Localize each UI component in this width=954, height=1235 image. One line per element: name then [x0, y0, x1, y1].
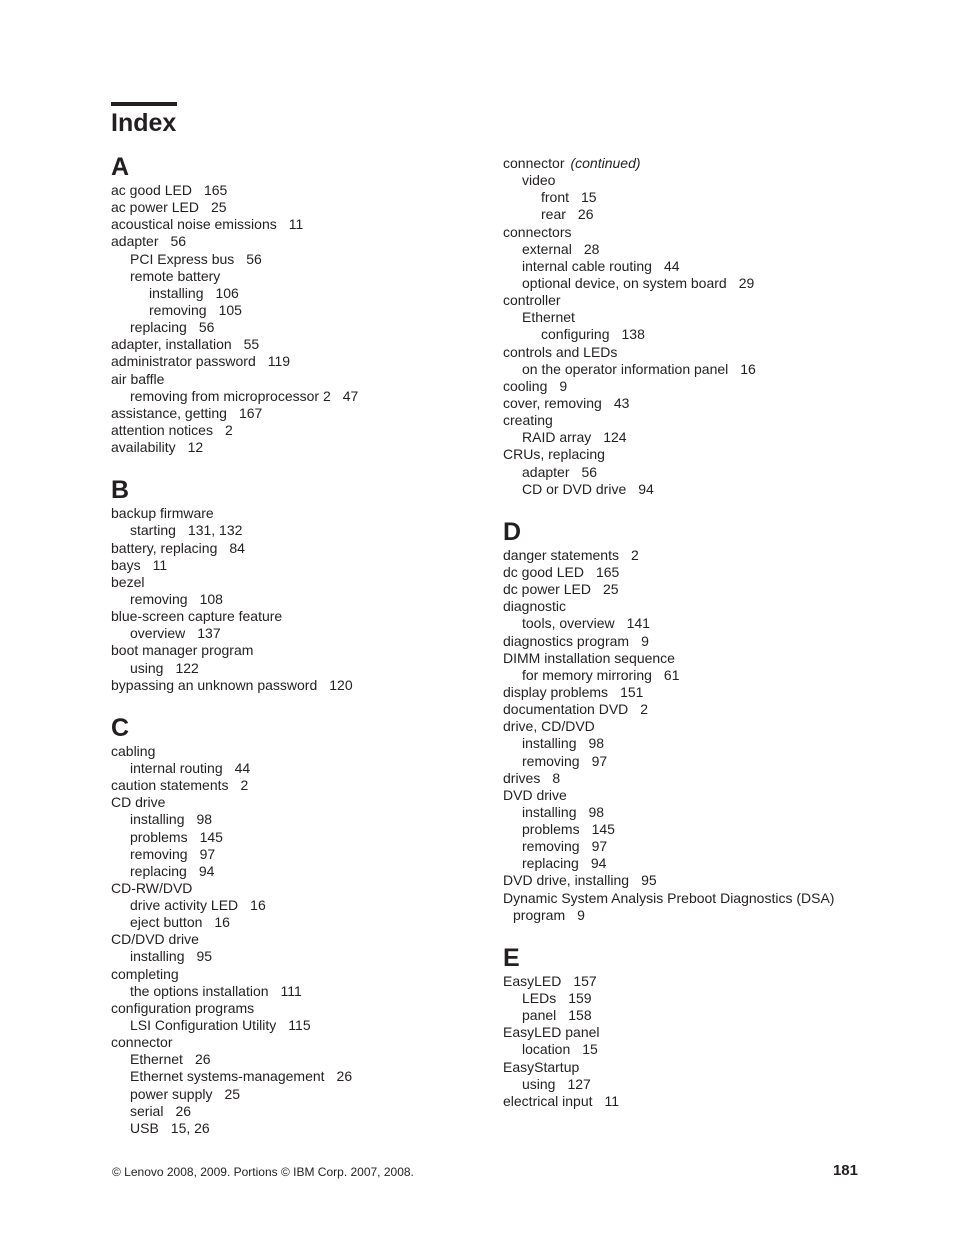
index-entry: [111, 642, 491, 659]
entry-pages: 106: [215, 284, 239, 301]
index-entry: [111, 811, 491, 828]
entry-pages: 94: [590, 855, 607, 872]
index-entry: [503, 1024, 883, 1041]
index-entry: [503, 684, 883, 701]
entry-pages: 94: [198, 862, 215, 879]
index-entry: [111, 439, 491, 456]
entry-pages: 165: [203, 182, 228, 198]
entry-pages: 2: [640, 701, 649, 718]
index-entry: [503, 481, 883, 498]
entry-term: on the operator information panel: [522, 360, 729, 377]
entry-term: starting: [130, 522, 176, 539]
entry-term: tools, overview: [522, 615, 615, 632]
entry-pages: 137: [197, 625, 221, 642]
entry-term: blue-screen capture feature: [111, 608, 283, 625]
entry-term: bezel: [111, 573, 145, 590]
index-entry: [111, 233, 491, 250]
entry-pages: 120: [329, 676, 353, 693]
index-entry: [111, 405, 491, 422]
index-entry: [111, 897, 491, 914]
index-section: [111, 152, 491, 456]
section-letter: A: [111, 153, 130, 181]
entry-term: acoustical noise emissions: [111, 216, 277, 233]
index-entry: [111, 251, 491, 268]
entry-pages: 158: [568, 1007, 592, 1024]
entry-pages: 167: [238, 404, 263, 421]
index-entry: [111, 591, 491, 608]
index-entry: [111, 522, 491, 539]
entry-pages: 97: [591, 752, 608, 769]
index-entry: [503, 464, 883, 481]
entry-term: attention notices: [111, 421, 213, 438]
index-entry: [503, 581, 883, 598]
entry-term: adapter, installation: [111, 336, 232, 353]
entry-pages: 2: [240, 777, 249, 794]
index-entry: [111, 557, 491, 574]
entry-term: connector: [503, 155, 565, 171]
index-entry: [111, 1086, 491, 1103]
index-entry: [111, 625, 491, 642]
index-entry: [503, 907, 883, 924]
index-entry: [503, 547, 883, 564]
index-entry: [503, 395, 883, 412]
index-entry: [503, 1093, 883, 1110]
entry-term: Dynamic System Analysis Preboot Diagnostics (DSA): [503, 889, 835, 906]
entry-pages: 105: [218, 301, 242, 318]
index-entry: [111, 285, 491, 302]
entry-term: adapter: [522, 463, 570, 480]
entry-term: caution statements: [111, 777, 229, 794]
index-entry: [503, 241, 883, 258]
index-entry: [503, 598, 883, 615]
index-entry: [111, 199, 491, 216]
index-entry: [503, 633, 883, 650]
entry-term: configuring: [541, 326, 610, 343]
index-entry: [111, 268, 491, 285]
entry-term: cooling: [503, 377, 548, 394]
entry-term: installing: [149, 284, 204, 301]
entry-pages: 15, 26: [170, 1119, 210, 1136]
entry-term: cabling: [111, 742, 156, 759]
entry-term: removing: [130, 845, 188, 862]
entry-term: CRUs, replacing: [503, 446, 605, 463]
entry-term: optional device, on system board: [522, 274, 727, 291]
entry-pages: 124: [603, 429, 627, 446]
index-entry: [503, 361, 883, 378]
index-entry: [111, 829, 491, 846]
entry-pages: 119: [267, 353, 291, 370]
index-entry: [111, 505, 491, 522]
index-entry: [503, 821, 883, 838]
entry-pages: 98: [588, 735, 605, 752]
entry-pages: 61: [663, 666, 680, 683]
index-entry: [503, 429, 883, 446]
entry-term: RAID array: [522, 429, 592, 446]
entry-term: replacing: [130, 319, 187, 336]
entry-term: Ethernet: [130, 1051, 183, 1068]
entry-term: LEDs: [522, 990, 557, 1007]
entry-term: video: [522, 172, 556, 189]
entry-pages: 16: [740, 360, 756, 377]
entry-term: dc power LED: [503, 581, 591, 598]
index-entry: [503, 770, 883, 787]
entry-term: dc good LED: [503, 563, 584, 580]
index-entry: [111, 1103, 491, 1120]
entry-pages: 47: [342, 387, 359, 404]
entry-term: removing: [130, 590, 188, 607]
index-entry: [111, 371, 491, 388]
index-column-right: [503, 155, 883, 1110]
entry-term: diagnostic: [503, 598, 567, 615]
index-entry: [111, 319, 491, 336]
entry-pages: 56: [170, 233, 187, 250]
index-entry: [111, 422, 491, 439]
index-section: [503, 155, 883, 498]
entry-pages: 11: [152, 556, 168, 573]
entry-term: removing: [522, 838, 580, 855]
entry-term: availability: [111, 439, 176, 456]
entry-pages: 141: [626, 615, 650, 632]
entry-pages: 138: [621, 326, 645, 343]
entry-term: drives: [503, 769, 541, 786]
entry-term: DVD drive, installing: [503, 872, 630, 889]
entry-term: problems: [522, 821, 580, 838]
index-entry: [503, 309, 883, 326]
entry-pages: 55: [243, 336, 260, 353]
entry-pages: 56: [198, 319, 215, 336]
entry-term: creating: [503, 412, 553, 429]
entry-term: ac good LED: [111, 182, 192, 198]
entry-term: power supply: [130, 1085, 213, 1102]
index-entry: [111, 677, 491, 694]
index-entry: [503, 667, 883, 684]
entry-term: external: [522, 240, 572, 257]
index-entry: [503, 412, 883, 429]
index-entry: [111, 743, 491, 760]
entry-term: connectors: [503, 223, 572, 240]
entry-term: removing from microprocessor 2: [130, 387, 331, 404]
entry-term: panel: [522, 1007, 557, 1024]
index-entry: [503, 718, 883, 735]
index-entry: [503, 172, 883, 189]
entry-pages: 44: [663, 257, 680, 274]
entry-pages: 151: [620, 683, 644, 700]
entry-term: Ethernet: [522, 309, 575, 326]
index-entry: [503, 292, 883, 309]
entry-pages: 11: [604, 1092, 620, 1109]
index-entry: [111, 863, 491, 880]
index-entry: [503, 650, 883, 667]
entry-pages: 159: [568, 990, 592, 1007]
index-entry: [503, 224, 883, 241]
section-letter: D: [503, 517, 522, 546]
entry-term: cover, removing: [503, 394, 602, 411]
entry-pages: 11: [288, 216, 304, 233]
entry-term: overview: [130, 625, 186, 642]
entry-pages: 97: [199, 845, 216, 862]
index-entry: [503, 1076, 883, 1093]
entry-pages: 16: [214, 914, 230, 931]
index-entry: [111, 966, 491, 983]
entry-pages: 94: [638, 480, 654, 497]
index-entry: [503, 735, 883, 752]
entry-term: replacing: [130, 862, 187, 879]
index-entry: [111, 216, 491, 233]
index-entry: [503, 378, 883, 395]
entry-term: using: [522, 1075, 556, 1092]
entry-term: removing: [522, 752, 580, 769]
index-entry: [503, 275, 883, 292]
entry-term: display problems: [503, 683, 609, 700]
entry-term: EasyLED: [503, 972, 562, 989]
entry-term: installing: [130, 811, 185, 828]
entry-pages: 9: [577, 906, 585, 923]
section-letter: C: [111, 713, 130, 742]
index-entry: [503, 1007, 883, 1024]
entry-pages: 28: [583, 240, 600, 257]
index-entry: [503, 206, 883, 223]
entry-term: documentation DVD: [503, 701, 629, 718]
entry-term: using: [130, 659, 164, 676]
entry-pages: 97: [591, 838, 608, 855]
entry-term: danger statements: [503, 546, 619, 563]
entry-term: installing: [130, 948, 185, 965]
entry-pages: 9: [641, 632, 649, 649]
page-title: Index: [111, 109, 177, 137]
entry-term: administrator password: [111, 353, 256, 370]
entry-term: replacing: [522, 855, 579, 872]
entry-pages: 95: [641, 872, 657, 889]
index-entry: [503, 326, 883, 343]
entry-term: Ethernet systems-management: [130, 1068, 325, 1085]
entry-term: installing: [522, 735, 577, 752]
entry-term: eject button: [130, 914, 203, 931]
index-section: [111, 475, 491, 694]
entry-pages: 115: [288, 1017, 311, 1034]
index-entry: [111, 336, 491, 353]
entry-pages: 25: [224, 1085, 241, 1102]
entry-pages: 157: [573, 972, 597, 989]
index-entry: [111, 931, 491, 948]
entry-term: drive activity LED: [130, 897, 239, 914]
index-entry: [111, 777, 491, 794]
entry-pages: 26: [577, 206, 594, 223]
entry-term: program: [513, 906, 566, 923]
index-entry: [503, 990, 883, 1007]
entry-pages: 108: [199, 590, 223, 607]
index-entry: [111, 660, 491, 677]
index-entry: [503, 1041, 883, 1058]
entry-term: bypassing an unknown password: [111, 676, 318, 693]
entry-term: location: [522, 1041, 571, 1058]
entry-term: bays: [111, 556, 141, 573]
index-entry: [503, 838, 883, 855]
entry-pages: 26: [175, 1102, 192, 1119]
entry-pages: 165: [595, 563, 620, 580]
entry-pages: 15: [581, 189, 597, 206]
index-entry: [111, 608, 491, 625]
entry-pages: 26: [194, 1051, 211, 1068]
entry-term: the options installation: [130, 982, 269, 999]
entry-pages: 25: [602, 581, 619, 598]
continued-note: (continued): [570, 155, 641, 171]
entry-pages: 2: [224, 421, 233, 438]
index-entry: [503, 753, 883, 770]
index-entry: [111, 182, 491, 199]
index-entry: [503, 890, 883, 907]
index-entry: [503, 973, 883, 990]
entry-term: boot manager program: [111, 642, 254, 659]
entry-term: USB: [130, 1119, 159, 1136]
index-entry: [503, 344, 883, 361]
entry-pages: 98: [588, 803, 605, 820]
index-entry: [111, 846, 491, 863]
entry-term: CD-RW/DVD: [111, 879, 193, 896]
index-entry: [111, 1051, 491, 1068]
entry-term: adapter: [111, 233, 159, 250]
entry-term: DVD drive: [503, 786, 567, 803]
entry-term: problems: [130, 828, 188, 845]
index-entry: [503, 1059, 883, 1076]
index-entry: [111, 948, 491, 965]
entry-pages: 95: [196, 948, 213, 965]
entry-term: battery, replacing: [111, 539, 218, 556]
entry-term: rear: [541, 206, 566, 223]
entry-term: configuration programs: [111, 999, 255, 1016]
entry-term: internal cable routing: [522, 257, 652, 274]
entry-pages: 111: [280, 982, 302, 999]
index-entry: [503, 787, 883, 804]
entry-pages: 56: [246, 250, 262, 267]
section-letter: E: [503, 943, 520, 972]
index-entry: [503, 701, 883, 718]
entry-term: ac power LED: [111, 199, 199, 216]
index-entry: [111, 1017, 491, 1034]
index-section: [503, 517, 883, 924]
index-entry: [111, 353, 491, 370]
index-entry: [503, 615, 883, 632]
entry-term: connector: [111, 1034, 173, 1051]
entry-pages: 43: [613, 394, 630, 411]
index-entry: [111, 1068, 491, 1085]
entry-pages: 9: [559, 377, 568, 394]
entry-term: internal routing: [130, 759, 223, 776]
entry-term: EasyLED panel: [503, 1024, 600, 1041]
index-entry: [503, 155, 883, 172]
entry-pages: 8: [552, 769, 561, 786]
entry-term: removing: [149, 301, 207, 318]
index-entry: [111, 540, 491, 557]
index-entry: [503, 189, 883, 206]
page-number: 181: [832, 1162, 858, 1179]
entry-pages: 16: [250, 897, 266, 914]
index-entry: [111, 388, 491, 405]
entry-term: installing: [522, 803, 577, 820]
index-entry: [111, 1034, 491, 1051]
index-entry: [111, 794, 491, 811]
index-entry: [503, 855, 883, 872]
entry-term: CD or DVD drive: [522, 480, 627, 497]
entry-term: assistance, getting: [111, 404, 227, 421]
index-section: [503, 943, 883, 1110]
entry-pages: 26: [336, 1068, 353, 1085]
index-section: [111, 713, 491, 1137]
entry-pages: 84: [229, 539, 245, 556]
index-entry: [111, 880, 491, 897]
index-entry: [111, 1120, 491, 1137]
index-entry: [111, 760, 491, 777]
entry-term: CD/DVD drive: [111, 931, 199, 948]
index-entry: [503, 804, 883, 821]
entry-pages: 12: [187, 439, 204, 456]
entry-pages: 2: [630, 546, 639, 563]
entry-pages: 145: [199, 828, 223, 845]
entry-term: controls and LEDs: [503, 343, 618, 360]
entry-term: serial: [130, 1102, 164, 1119]
index-entry: [503, 872, 883, 889]
index-entry: [503, 564, 883, 581]
index-entry: [503, 446, 883, 463]
entry-pages: 98: [196, 811, 213, 828]
entry-term: remote battery: [130, 267, 221, 284]
entry-term: controller: [503, 292, 561, 309]
entry-pages: 122: [175, 659, 199, 676]
entry-pages: 15: [582, 1041, 598, 1058]
entry-term: drive, CD/DVD: [503, 718, 595, 735]
index-entry: [111, 574, 491, 591]
index-entry: [503, 258, 883, 275]
entry-pages: 44: [234, 759, 251, 776]
entry-pages: 145: [591, 821, 615, 838]
entry-term: electrical input: [503, 1092, 593, 1109]
entry-pages: 127: [567, 1075, 591, 1092]
index-column-left: [111, 152, 491, 1137]
entry-pages: 29: [738, 274, 755, 291]
entry-term: LSI Configuration Utility: [130, 1017, 277, 1034]
entry-term: CD drive: [111, 794, 166, 811]
entry-term: EasyStartup: [503, 1058, 580, 1075]
entry-term: completing: [111, 965, 179, 982]
index-entry: [111, 983, 491, 1000]
entry-term: air baffle: [111, 370, 165, 387]
entry-term: front: [541, 189, 570, 206]
entry-term: backup firmware: [111, 505, 214, 522]
index-entry: [111, 302, 491, 319]
index-entry: [111, 914, 491, 931]
entry-term: DIMM installation sequence: [503, 649, 675, 666]
entry-term: PCI Express bus: [130, 250, 235, 267]
entry-pages: 56: [581, 463, 598, 480]
entry-term: for memory mirroring: [522, 666, 652, 683]
entry-pages: 131, 132: [187, 522, 243, 539]
footer-copyright: © Lenovo 2008, 2009. Portions © IBM Corp. 2007, 2008.: [112, 1165, 414, 1179]
entry-term: diagnostics program: [503, 632, 630, 649]
section-letter: B: [111, 476, 130, 505]
index-entry: [111, 1000, 491, 1017]
entry-pages: 25: [210, 199, 227, 216]
